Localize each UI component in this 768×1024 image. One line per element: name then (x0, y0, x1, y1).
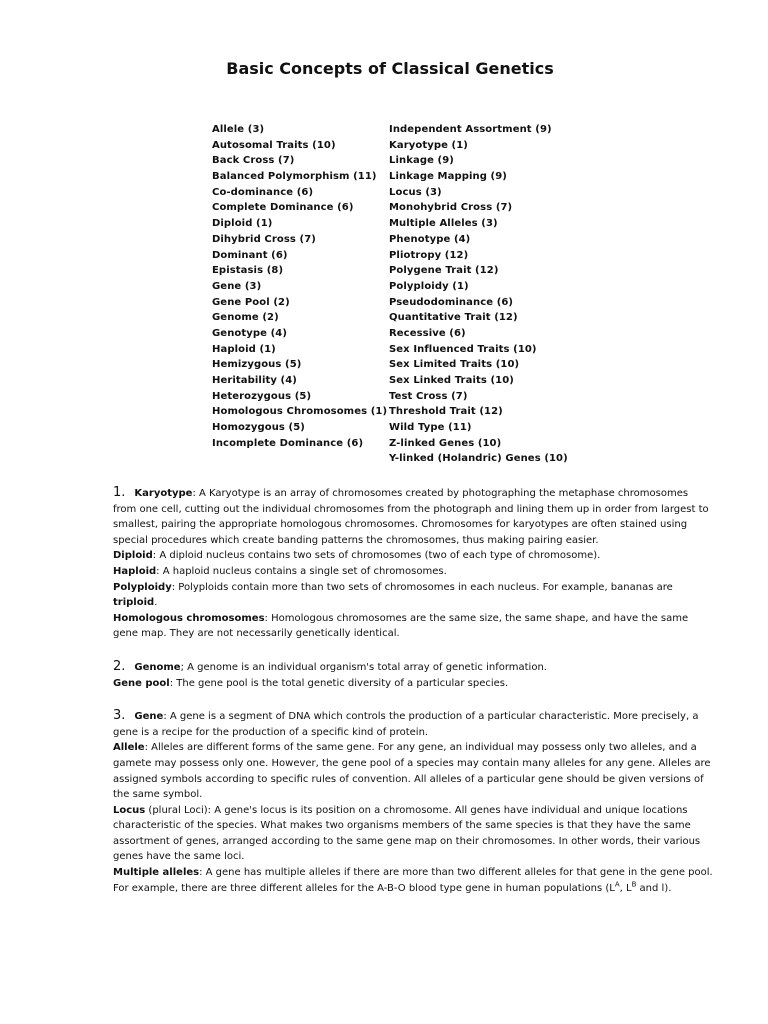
term-label: Gene (134, 711, 164, 723)
term-label: Homologous chromosomes (113, 612, 265, 624)
term-list-left-item: Genotype (4) (212, 327, 287, 339)
term-list-left-item: Epistasis (8) (212, 265, 284, 277)
term-list-left-item: Gene Pool (2) (212, 296, 290, 308)
term-list-right-item: Sex Limited Traits (10) (389, 359, 520, 371)
definition-text: : The gene pool is the total genetic diversity of a particular species. (169, 677, 509, 689)
term-list-right-item: Pseudodominance (6) (389, 296, 514, 308)
term-list-left-item: Homozygous (5) (212, 422, 305, 434)
definition-text: : A gene has multiple alleles if there are more than two different alleles for that gene in the gene pool. For example, there are three different alleles for the A-B-O blood type gene in human populations (L (113, 867, 713, 894)
term-list-right-item: Test Cross (7) (389, 390, 468, 402)
term-list-right-item: Sex Influenced Traits (10) (389, 343, 537, 355)
term-label: Polyploidy (113, 581, 172, 593)
page-title: Basic Concepts of Classical Genetics (226, 59, 554, 78)
term-list-left-item: Balanced Polymorphism (11) (212, 171, 377, 183)
term-list-left-item: Dominant (6) (212, 249, 288, 261)
definitions-body (113, 485, 713, 913)
term-label: Haploid (113, 565, 157, 577)
section-3 (113, 708, 713, 896)
definition-allele (113, 740, 713, 802)
superscript-a: A (614, 880, 620, 889)
term-list-right-item: Quantitative Trait (12) (389, 312, 518, 324)
term-list-right-item: Wild Type (11) (389, 422, 472, 434)
definition-locus (113, 803, 713, 865)
definition-multiple-alleles (113, 865, 713, 896)
definition-text-end: . (154, 597, 158, 609)
section-2 (113, 659, 713, 691)
term-list-left-item: Back Cross (7) (212, 155, 295, 167)
term-label: Diploid (113, 550, 153, 562)
term-list-right-item: Threshold Trait (12) (389, 406, 503, 418)
superscript-b: B (631, 880, 637, 889)
term-list-left-item: Incomplete Dominance (6) (212, 437, 364, 449)
definition-text-end: and l). (636, 882, 672, 894)
term-list-right-item: Linkage (9) (389, 155, 454, 167)
term-label: Genome (134, 661, 181, 673)
term-list-right-item: Phenotype (4) (389, 233, 471, 245)
term-list-right-item: Z-linked Genes (10) (389, 437, 502, 449)
section-number: 2. (113, 658, 126, 674)
term-list-left-item: Hemizygous (5) (212, 359, 302, 371)
term-list-left-item: Haploid (1) (212, 343, 276, 355)
definition-text-mid: , L (619, 882, 632, 894)
definition-polyploidy (113, 580, 713, 611)
definition-text: (plural Loci): A gene's locus is its position on a chromosome. All genes have individual and unique locations characteristic of the species. What makes two organisms members of the same species is that they have the same assortment of genes, arranged according to the same gene map on their chromosomes. In other words, their various genes have the same loci. (113, 804, 701, 863)
section-number: 3. (113, 708, 126, 724)
term-list-right (389, 122, 568, 467)
term-list-right-item: Monohybrid Cross (7) (389, 202, 513, 214)
term-list-left (212, 122, 387, 451)
term-label: Allele (113, 742, 145, 754)
term-list-left-item: Dihybrid Cross (7) (212, 233, 316, 245)
term-list-right-item: Recessive (6) (389, 327, 466, 339)
term-list-left-item: Genome (2) (212, 312, 279, 324)
term-label: Multiple alleles (113, 867, 200, 879)
definition-text: : A diploid nucleus contains two sets of chromosomes (two of each type of chromosome). (152, 550, 601, 562)
term-list-left-item: Heritability (4) (212, 375, 297, 386)
term-list-right-item: Linkage Mapping (9) (389, 171, 507, 183)
term-list-right-item: Independent Assortment (9) (389, 124, 552, 135)
term-list-right-item: Karyotype (1) (389, 139, 468, 151)
term-label: Gene pool (113, 677, 170, 689)
term-list-left-item: Diploid (1) (212, 218, 273, 230)
definition-diploid (113, 548, 713, 564)
term-list-right-item: Pliotropy (12) (389, 249, 469, 261)
section-1 (113, 485, 713, 642)
term-list-left-item: Homologous Chromosomes (1) (212, 406, 388, 418)
definition-text: : A Karyotype is an array of chromosomes created by photographing the metaphase chromosomes from one cell, cutting out the individual chromosomes from the photograph and lining them up in order from largest to smallest, pairing the appropriate homologous chromosomes. Chromosomes for karyotypes are often stained using special procedures which create banding patterns the chromosomes, thus making pairing easier. (113, 488, 709, 546)
term-label-triploid: triploid (113, 597, 155, 609)
definition-karyotype (113, 485, 713, 548)
definition-homologous-chromosomes (113, 611, 713, 642)
term-list-left-item: Gene (3) (212, 280, 262, 292)
term-list-left-item: Heterozygous (5) (212, 390, 312, 402)
term-label: Karyotype (134, 488, 193, 499)
definition-text: : Alleles are different forms of the same gene. For any gene, an individual may possess only two alleles, and a gamete may possess only one. However, the gene pool of a species may contain many alleles for any gene. Alleles are assigned symbols according to specific rules of convention. All alleles of a particular gene should be given versions of the same symbol. (113, 742, 711, 801)
definition-text: : A haploid nucleus contains a single set of chromosomes. (156, 565, 447, 577)
term-list-right-item: Polygene Trait (12) (389, 265, 499, 277)
term-label: Locus (113, 804, 146, 816)
definition-text: : Homologous chromosomes are the same size, the same shape, and have the same gene map. They are not necessarily genetically identical. (113, 612, 689, 640)
term-list-left-item: Co-dominance (6) (212, 186, 314, 198)
term-list-right-item: Sex Linked Traits (10) (389, 375, 514, 386)
term-list-right-item: Y-linked (Holandric) Genes (10) (389, 453, 568, 465)
term-list-left-item: Allele (3) (212, 124, 265, 135)
definition-gene-pool (113, 676, 713, 692)
section-number: 1. (113, 485, 126, 500)
term-list-right-item: Locus (3) (389, 186, 442, 198)
definition-text: : Polyploids contain more than two sets of chromosomes in each nucleus. For example, bananas are (171, 581, 673, 593)
term-list-left-item: Autosomal Traits (10) (212, 139, 336, 151)
definition-text: ; A genome is an individual organism's total array of genetic information. (180, 661, 547, 673)
term-list-right-item: Polyploidy (1) (389, 280, 469, 292)
term-list-left-item: Complete Dominance (6) (212, 202, 354, 214)
term-list-right-item: Multiple Alleles (3) (389, 218, 498, 230)
definition-text: : A gene is a segment of DNA which controls the production of a particular characteristic. More precisely, a gene is a recipe for the production of a specific kind of protein. (113, 711, 699, 738)
definition-gene (113, 708, 713, 740)
definition-genome (113, 659, 713, 676)
definition-haploid (113, 564, 713, 580)
